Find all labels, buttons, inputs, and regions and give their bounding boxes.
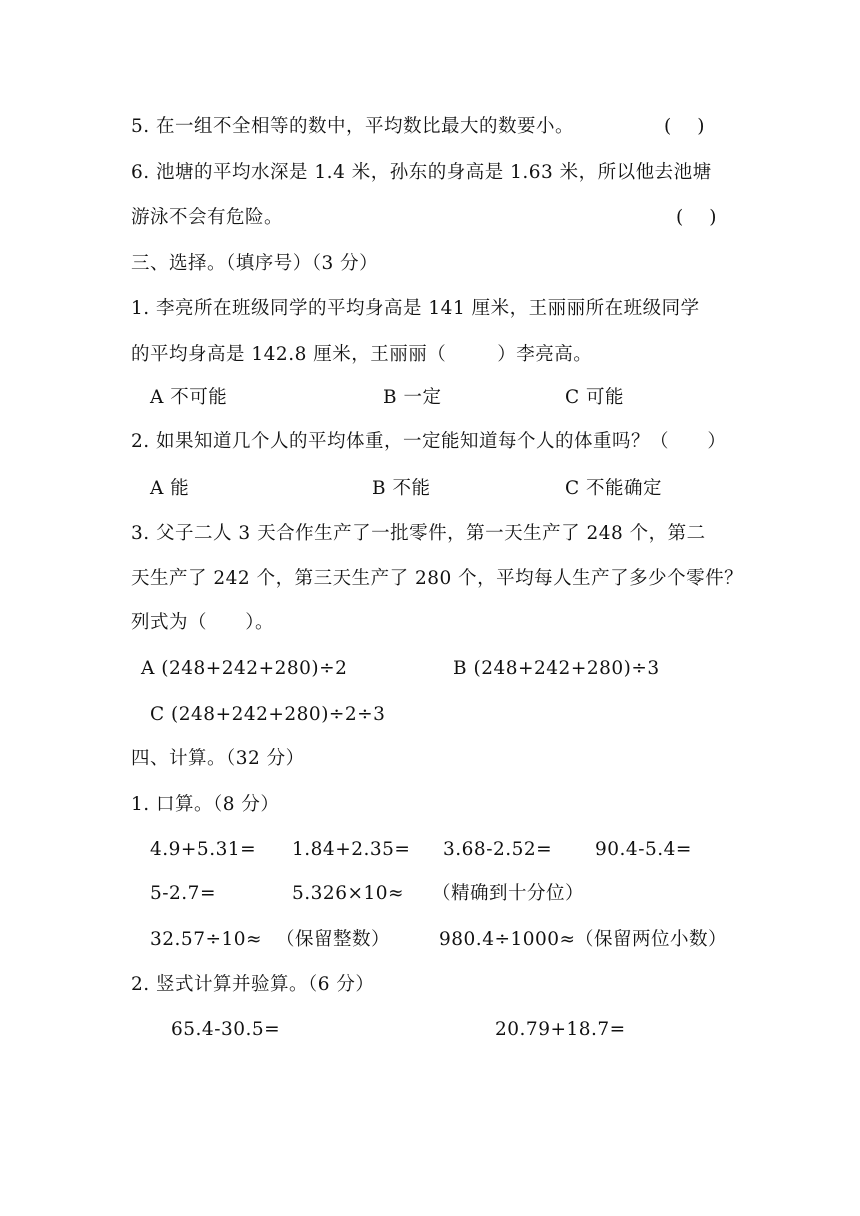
mc-question-2-line1: 2. 如果知道几个人的平均体重，一定能知道每个人的体重吗？（ ） xyxy=(131,431,727,452)
tf-question-6-line1: 6. 池塘的平均水深是 1.4 米，孙东的身高是 1.63 米，所以他去池塘 xyxy=(131,162,712,183)
mc-question-3-option-c: C (248+242+280)÷2÷3 xyxy=(150,704,386,725)
mc-question-3-line2: 天生产了 242 个，第三天生产了 280 个，平均每人生产了多少个零件？ xyxy=(131,568,744,589)
mc-question-2-option-c: C 不能确定 xyxy=(565,478,663,499)
vertical-calc-item: 65.4-30.5= xyxy=(171,1019,281,1040)
calc-part-2-title: 2. 竖式计算并验算。（6 分） xyxy=(131,974,375,995)
oral-calc-item: 5-2.7= xyxy=(150,883,216,904)
mc-question-1-line2: 的平均身高是 142.8 厘米，王丽丽（ ）李亮高。 xyxy=(131,344,593,365)
tf-answer-paren-5: ( ) xyxy=(664,116,705,137)
oral-calc-item: 980.4÷1000≈ xyxy=(439,929,576,950)
tf-question-5: 5. 在一组不全相等的数中，平均数比最大的数要小。 xyxy=(131,116,575,137)
vertical-calc-item: 20.79+18.7= xyxy=(495,1019,626,1040)
rounding-instruction: （精确到十分位） xyxy=(432,883,585,904)
mc-question-3-option-b: B (248+242+280)÷3 xyxy=(453,658,660,679)
mc-question-2-option-a: A 能 xyxy=(150,478,190,499)
mc-question-1-option-b: B 一定 xyxy=(383,387,442,408)
tf-answer-paren-6: ( ) xyxy=(676,207,717,228)
mc-question-3-line1: 3. 父子二人 3 天合作生产了一批零件，第一天生产了 248 个，第二 xyxy=(131,523,706,544)
mc-question-1-line1: 1. 李亮所在班级同学的平均身高是 141 厘米，王丽丽所在班级同学 xyxy=(131,298,700,319)
oral-calc-item: 1.84+2.35= xyxy=(292,839,411,860)
oral-calc-item: 4.9+5.31= xyxy=(150,839,257,860)
mc-question-3-line3: 列式为（ ）。 xyxy=(131,612,275,633)
oral-calc-item: 90.4-5.4= xyxy=(595,839,692,860)
mc-question-2-option-b: B 不能 xyxy=(372,478,431,499)
oral-calc-item: 5.326×10≈ xyxy=(292,883,405,904)
rounding-instruction: （保留两位小数） xyxy=(575,929,728,950)
rounding-instruction: （保留整数） xyxy=(276,929,391,950)
section-3-heading: 三、选择。（填序号）（3 分） xyxy=(131,253,379,274)
mc-question-3-option-a: A (248+242+280)÷2 xyxy=(141,658,348,679)
calc-part-1-title: 1. 口算。（8 分） xyxy=(131,794,280,815)
mc-question-1-option-c: C 可能 xyxy=(565,387,625,408)
oral-calc-item: 3.68-2.52= xyxy=(443,839,553,860)
section-4-heading: 四、计算。（32 分） xyxy=(131,748,305,769)
mc-question-1-option-a: A 不可能 xyxy=(150,387,228,408)
tf-question-6-line2: 游泳不会有危险。 xyxy=(131,207,284,228)
oral-calc-item: 32.57÷10≈ xyxy=(150,929,263,950)
